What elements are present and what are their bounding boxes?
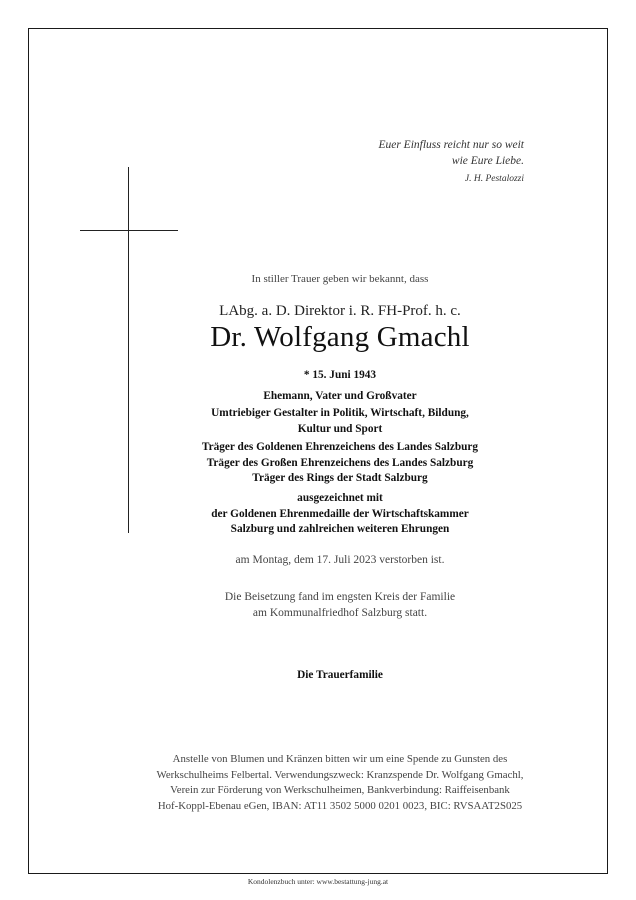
funeral-notice [120,589,560,621]
distinction-line: Salzburg und zahlreichen weiteren Ehrungen [230,523,450,535]
deceased-name: Dr. Wolfgang Gmachl [210,321,470,353]
family-roles: Ehemann, Vater und Großvater [263,390,417,402]
donation-line: Anstelle von Blumen und Kränzen bitten wir um eine Spende zu Gunsten des [172,753,508,765]
work-line-1: Umtriebiger Gestalter in Politik, Wirtschaft, Bildung, [211,407,469,419]
family-signature: Die Trauerfamilie [297,669,383,681]
distinction-line: der Goldenen Ehrenmedaille der Wirtschaftskammer [211,507,469,520]
donation-notice [100,752,580,814]
quote-author: J. H. Pestalozzi [464,174,524,184]
condolence-book-link[interactable]: Kondolenzbuch unter: www.bestattung-jung.at [247,877,389,886]
cross-horizontal-bar [80,230,178,231]
funeral-line-1: Die Beisetzung fand im engsten Kreis der Familie [224,591,456,603]
intro-text: In stiller Trauer geben wir bekannt, dass [251,273,429,285]
birth-date: * 15. Juni 1943 [303,369,377,381]
funeral-line-2: am Kommunalfriedhof Salzburg statt. [252,607,428,619]
donation-line: Werkschulheims Felbertal. Verwendungszweck: Kranzspende Dr. Wolfgang Gmachl, [156,768,524,781]
distinctions [120,491,560,538]
quote-line-1: Euer Einfluss reicht nur so weit [378,139,524,151]
epigraph-quote [378,137,524,187]
award-item: Träger des Rings der Stadt Salzburg [252,472,428,484]
award-item: Träger des Goldenen Ehrenzeichens des Landes Salzburg [201,441,479,453]
donation-line: Verein zur Förderung von Werkschulheimen, Bankverbindung: Raiffeisenbank [170,784,510,796]
work-description [120,406,560,437]
donation-line: Hof-Koppl-Ebenau eGen, IBAN: AT11 3502 5000 0201 0023, BIC: RVSAAT2S025 [157,799,523,812]
quote-line-2: wie Eure Liebe. [451,155,524,167]
academic-titles: LAbg. a. D. Direktor i. R. FH-Prof. h. c. [219,303,461,319]
distinction-line: ausgezeichnet mit [297,492,383,504]
work-line-2: Kultur und Sport [297,422,383,435]
awards-list [120,440,560,487]
award-item: Träger des Großen Ehrenzeichens des Landes Salzburg [206,456,474,469]
death-date: am Montag, dem 17. Juli 2023 verstorben ist. [235,554,445,566]
